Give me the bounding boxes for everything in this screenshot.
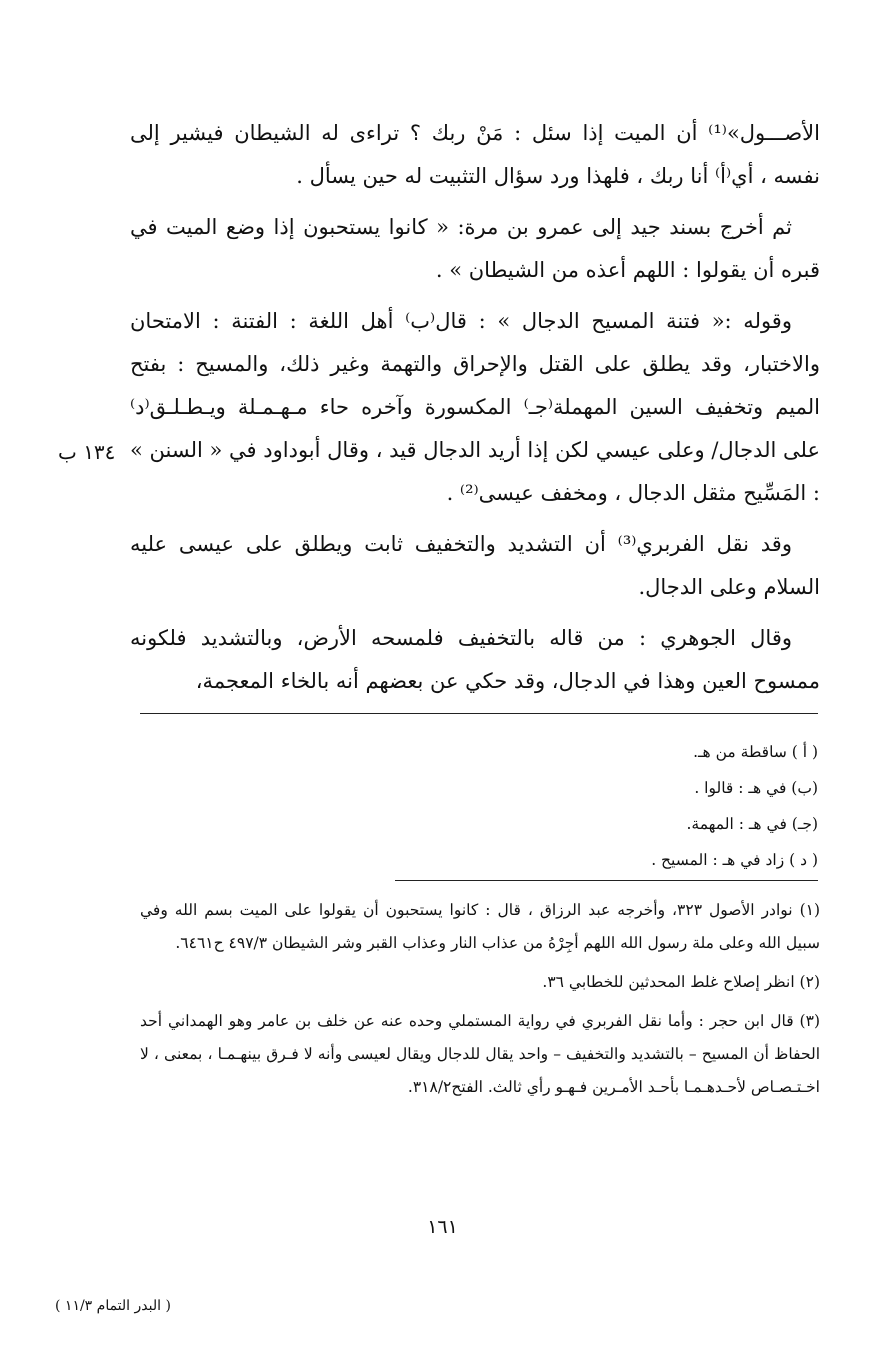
- variant-item: ( د ) زاد في هـ : المسيح .: [651, 851, 818, 869]
- paragraph-3: وقوله :« فتنة المسيح الدجال » : قال⁽ب⁾ أهل اللغة : الفتنة : الامتحان والاختبار، وقد يطلق على القتل والإحراق والتهمة وغير ذلك، والمسيح : بفتح الميم وتخفيف السين المهملة⁽جـ⁾ المكسورة وآخره حاء مـهـمـلة ويـطـلـق⁽د⁾ على الدجال/ وعلى عيسي لكن إذا أريد الدجال قيد ، وقال أبوداود في « السنن » : المَسِّيح مثقل الدجال ، ومخفف عيسى⁽²⁾ .: [130, 309, 820, 505]
- signature-mark: ( البدر التمام ١١/٣ ): [55, 1298, 171, 1314]
- variant-item: (ب) في هـ : قالوا .: [694, 779, 818, 797]
- footnote-2: (٢) انظر إصلاح غلط المحدثين للخطابي ٣٦.: [542, 973, 820, 991]
- paragraph-5: وقال الجوهري : من قاله بالتخفيف فلمسحه الأرض، وبالتشديد فلكونه ممسوح العين وهذا في الدجال، وقد حكي عن بعضهم أنه بالخاء المعجمة،: [130, 626, 820, 693]
- paragraph-4: وقد نقل الفربري⁽³⁾ أن التشديد والتخفيف ثابت ويطلق على عيسى عليه السلام وعلى الدجال.: [130, 532, 820, 599]
- footnote-1: (١) نوادر الأصول ٣٢٣، وأخرجه عبد الرزاق ، قال : كانوا يستحبون أن يقولوا على الميت بسم الله وفي سبيل الله وعلى ملة رسول الله اللهم أجِرْهُ من عذاب النار وعذاب القبر وشر الشيطان ٤٩٧/٣ ح٦٤٦١.: [140, 901, 821, 952]
- variants-footnotes-divider: [395, 880, 818, 881]
- paragraph-2: ثم أخرج بسند جيد إلى عمرو بن مرة: « كانوا يستحبون إذا وضع الميت في قبره أن يقولوا : اللهم أعذه من الشيطان » .: [130, 215, 820, 282]
- text-footnote-divider: [140, 713, 818, 714]
- main-text: [130, 112, 820, 711]
- footnotes: [140, 894, 820, 1110]
- variant-item: (جـ) في هـ : المهمة.: [686, 815, 818, 833]
- paragraph-1: الأصـــول»⁽¹⁾ أن الميت إذا سئل : مَنْ ربك ؟ تراءى له الشيطان فيشير إلى نفسه ، أي⁽أ⁾ أنا ربك ، فلهذا ورد سؤال التثبيت له حين يسأل .: [130, 121, 820, 188]
- page-number: ١٦١: [427, 1216, 458, 1238]
- variant-item: ( أ ) ساقطة من هـ.: [693, 743, 818, 761]
- variant-readings: [395, 734, 818, 878]
- footnote-3: (٣) قال ابن حجر : وأما نقل الفربري في رواية المستملي وحده عنه عن خلف بن عامر وهو الهمداني أحد الحفاظ أن المسيح – بالتشديد والتخفيف – واحد يقال للدجال ويقال لعيسى وأنه لا فـرق بينهـمـا ، بمعنى ، لا اخـتـصـاص لأحـدهـمـا بأحـد الأمـرين فـهـو رأي ثالث. الفتح٣١٨/٢.: [140, 1012, 820, 1096]
- margin-folio-note: ١٣٤ ب: [58, 440, 116, 464]
